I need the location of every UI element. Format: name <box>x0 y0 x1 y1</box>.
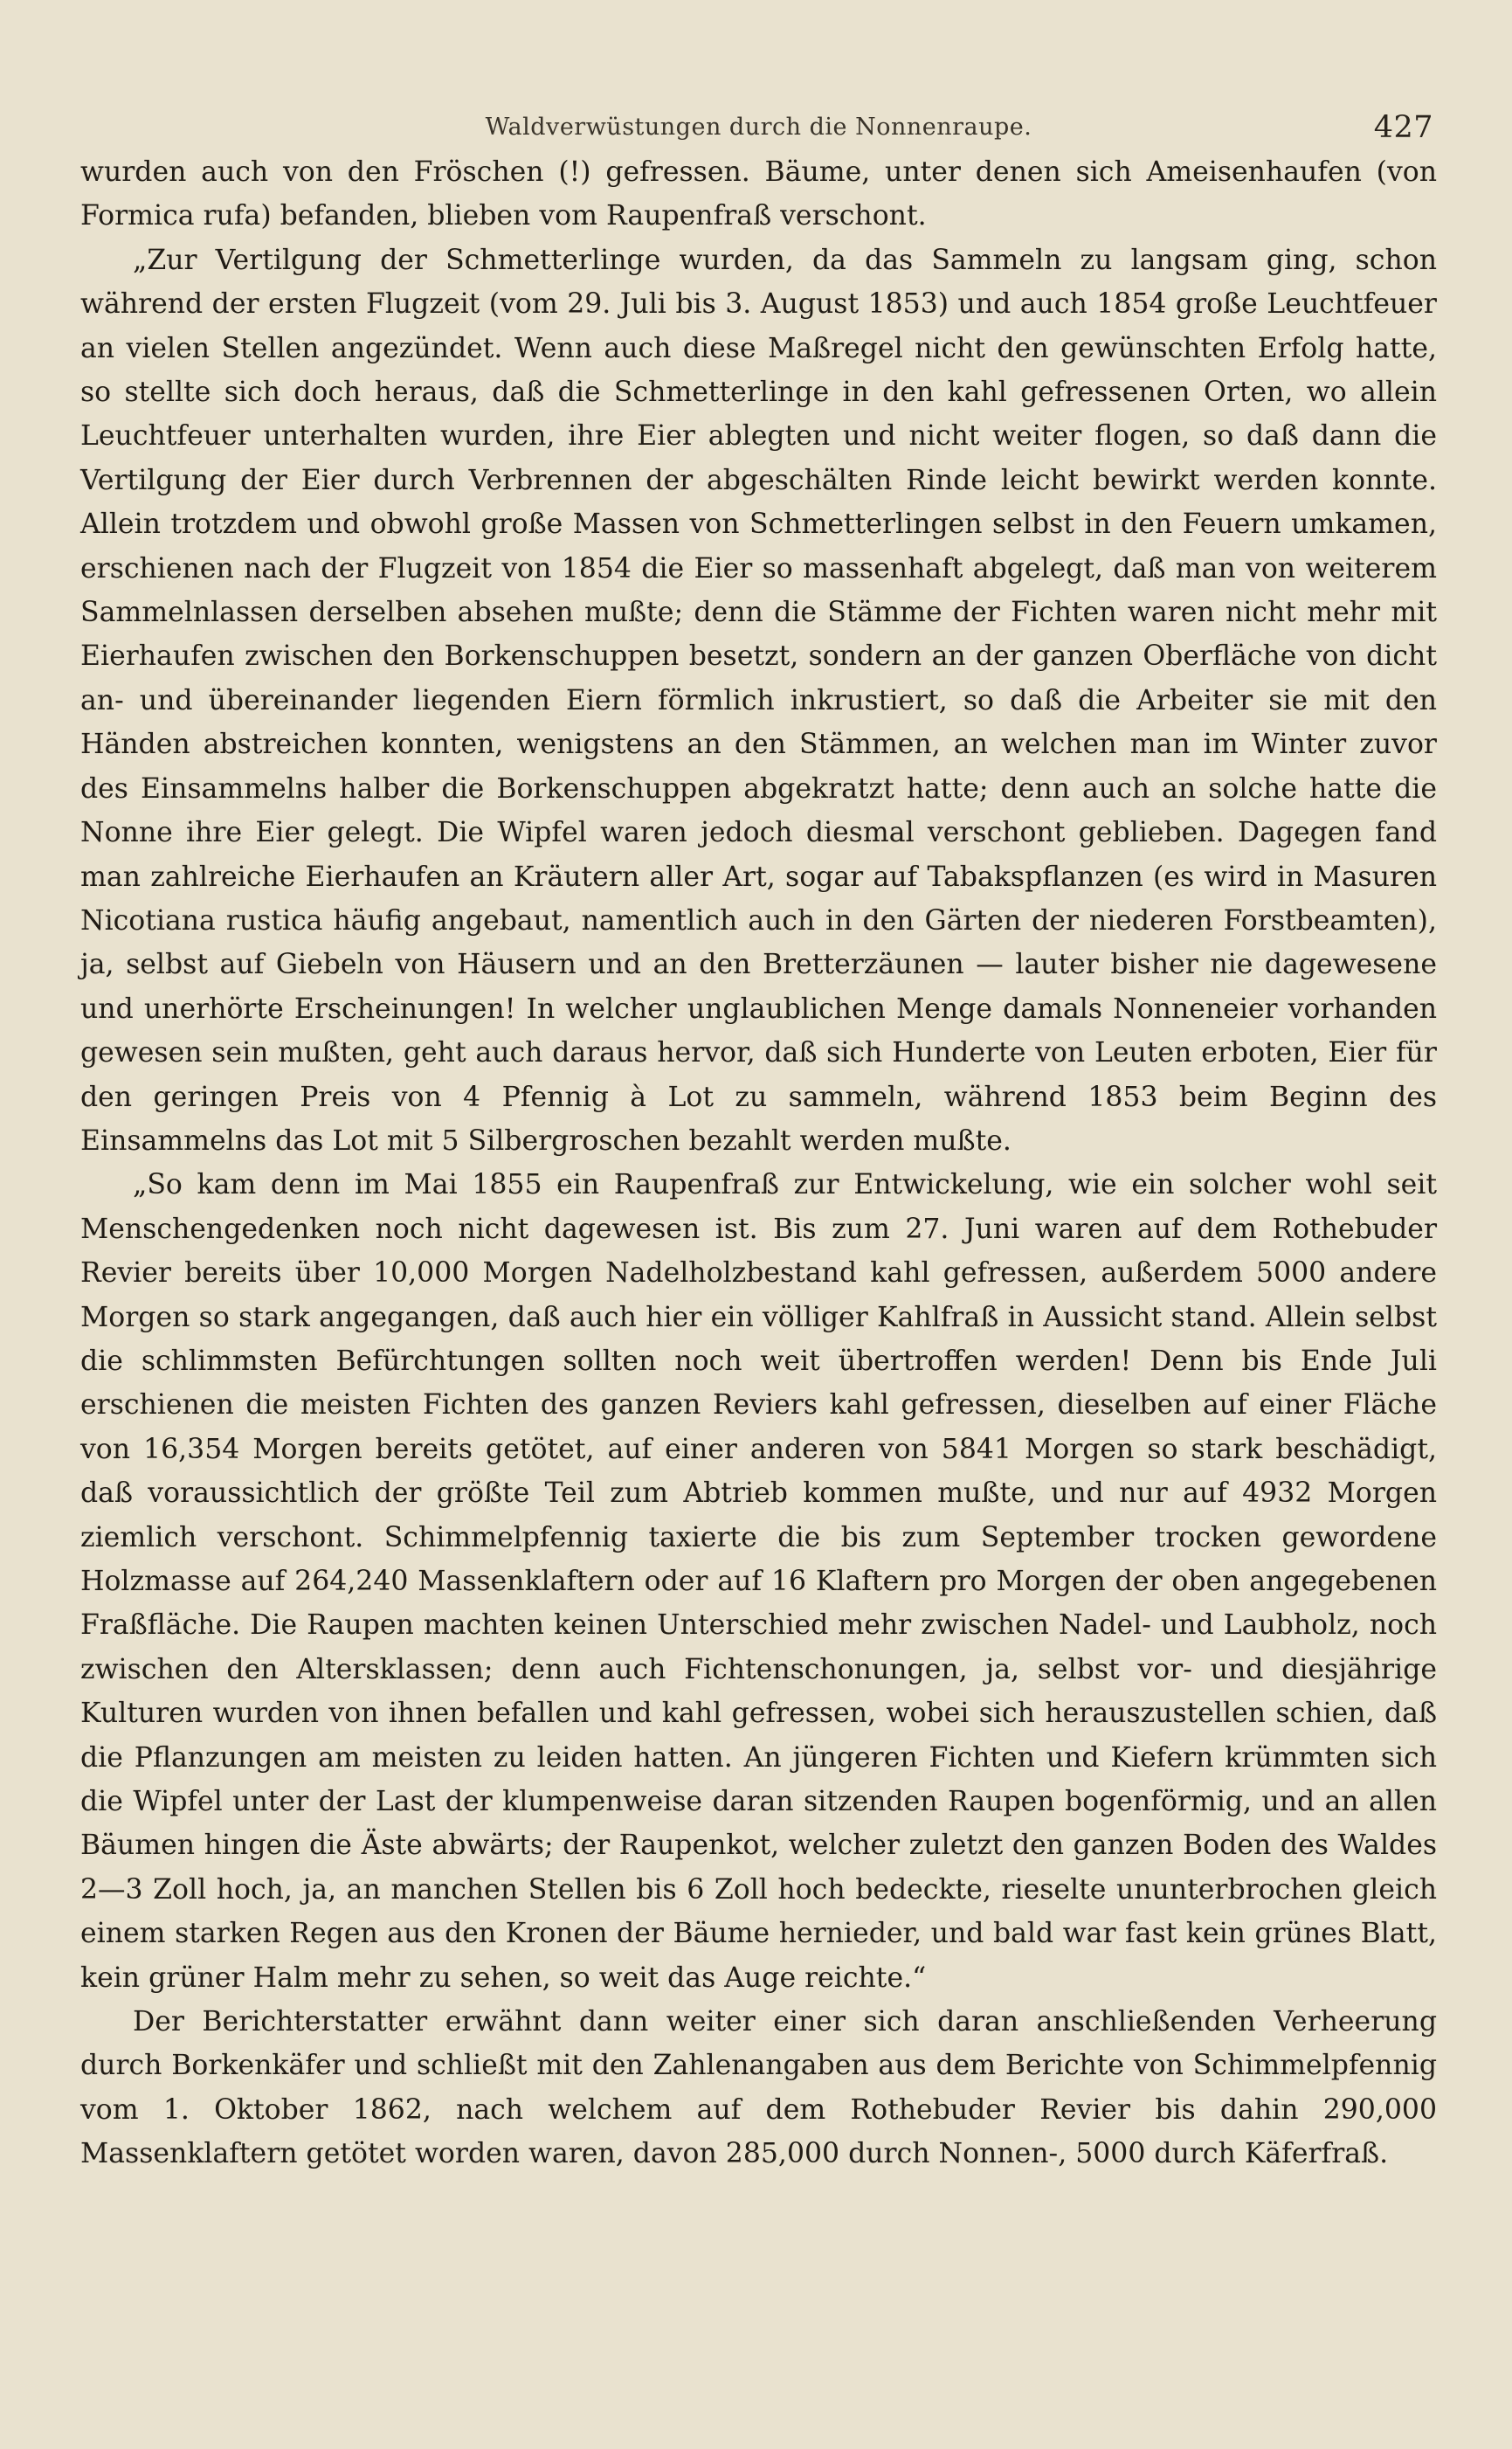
running-header <box>80 98 1437 150</box>
paragraph-4: Der Berichterstatter erwähnt dann weiter einer sich daran anschließenden Verheerung durch Borkenkäfer und schließt mit den Zahlenangaben aus dem Berichte von Schimmelpfennig vom 1. Oktober 1862, nach welchem auf dem Rothebuder Revier bis dahin 290,000 Massenklaftern getötet worden waren, davon 285,000 durch Nonnen-, 5000 durch Käferfraß. <box>80 2006 1437 2170</box>
paragraph-2: „Zur Vertilgung der Schmetterlinge wurden, da das Sammeln zu langsam ging, schon während der ersten Flugzeit (vom 29. Juli bis 3. August 1853) und auch 1854 große Leuchtfeuer an vielen Stellen angezündet. Wenn auch diese Maßregel nicht den gewünschten Erfolg hatte, so stellte sich doch heraus, daß die Schmetterlinge in den kahl gefressenen Orten, wo allein Leuchtfeuer unterhalten wurden, ihre Eier ablegten und nicht weiter flogen, so daß dann die Vertilgung der Eier durch Verbrennen der abgeschälten Rinde leicht bewirkt werden konnte. Allein trotzdem und obwohl große Massen von Schmetterlingen selbst in den Feuern umkamen, erschienen nach der Flugzeit von 1854 die Eier so massenhaft abgelegt, daß man von weiterem Sammelnlassen derselben absehen mußte; denn die Stämme der Fichten waren nicht mehr mit Eierhaufen zwischen den Borkenschuppen besetzt, sondern an der ganzen Oberfläche von dicht an- und übereinander liegenden Eiern förmlich inkrustiert, so daß die Arbeiter sie mit den Händen abstreichen konnten, wenigstens an den Stämmen, an welchen man im Winter zuvor des Einsammelns halber die Borkenschuppen abgekratzt hatte; denn auch an solche hatte die Nonne ihre Eier gelegt. Die Wipfel waren jedoch diesmal verschont geblieben. Dagegen fand man zahlreiche Eierhaufen an Kräutern aller Art, sogar auf Tabakspflanzen (es wird in Masuren Nicotiana rustica häufig angebaut, namentlich auch in den Gärten der niederen Forstbeamten), ja, selbst auf Giebeln von Häusern und an den Bretterzäunen — lauter bisher nie dagewesene und unerhörte Erscheinungen! In welcher unglaublichen Menge damals Nonneneier vorhanden gewesen sein mußten, geht auch daraus hervor, daß sich Hunderte von Leuten erboten, Eier für den geringen Preis von 4 Pfennig à Lot zu sammeln, während 1853 beim Beginn des Einsammelns das Lot mit 5 Silbergroschen bezahlt werden mußte. <box>80 244 1437 1157</box>
paragraph-1: wurden auch von den Fröschen (!) gefressen. Bäume, unter denen sich Ameisenhaufen (von Formica rufa) befanden, blieben vom Raupenfraß verschont. <box>80 156 1437 232</box>
book-page <box>80 98 1437 2176</box>
running-title: Waldverwüstungen durch die Nonnenraupe. <box>485 114 1032 141</box>
page-number: 427 <box>1373 110 1433 145</box>
paragraph-3: „So kam denn im Mai 1855 ein Raupenfraß zur Entwickelung, wie ein solcher wohl seit Menschengedenken noch nicht dagewesen ist. Bis zum 27. Juni waren auf dem Rothebuder Revier bereits über 10,000 Morgen Nadelholzbestand kahl gefressen, außerdem 5000 andere Morgen so stark angegangen, daß auch hier ein völliger Kahlfraß in Aussicht stand. Allein selbst die schlimmsten Befürchtungen sollten noch weit übertroffen werden! Denn bis Ende Juli erschienen die meisten Fichten des ganzen Reviers kahl gefressen, dieselben auf einer Fläche von 16,354 Morgen bereits getötet, auf einer anderen von 5841 Morgen so stark beschädigt, daß voraussichtlich der größte Teil zum Abtrieb kommen mußte, und nur auf 4932 Morgen ziemlich verschont. Schimmelpfennig taxierte die bis zum September trocken gewordene Holzmasse auf 264,240 Massenklaftern oder auf 16 Klaftern pro Morgen der oben angegebenen Fraßfläche. Die Raupen machten keinen Unterschied mehr zwischen Nadel- und Laubholz, noch zwischen den Altersklassen; denn auch Fichtenschonungen, ja, selbst vor- und diesjährige Kulturen wurden von ihnen befallen und kahl gefressen, wobei sich herauszustellen schien, daß die Pflanzungen am meisten zu leiden hatten. An jüngeren Fichten und Kiefern krümmten sich die Wipfel unter der Last der klumpenweise daran sitzenden Raupen bogenförmig, und an allen Bäumen hingen die Äste abwärts; der Raupenkot, welcher zuletzt den ganzen Boden des Waldes 2—3 Zoll hoch, ja, an manchen Stellen bis 6 Zoll hoch bedeckte, rieselte ununterbrochen gleich einem starken Regen aus den Kronen der Bäume hernieder, und bald war fast kein grünes Blatt, kein grüner Halm mehr zu sehen, so weit das Auge reichte.“ <box>80 1169 1437 1994</box>
